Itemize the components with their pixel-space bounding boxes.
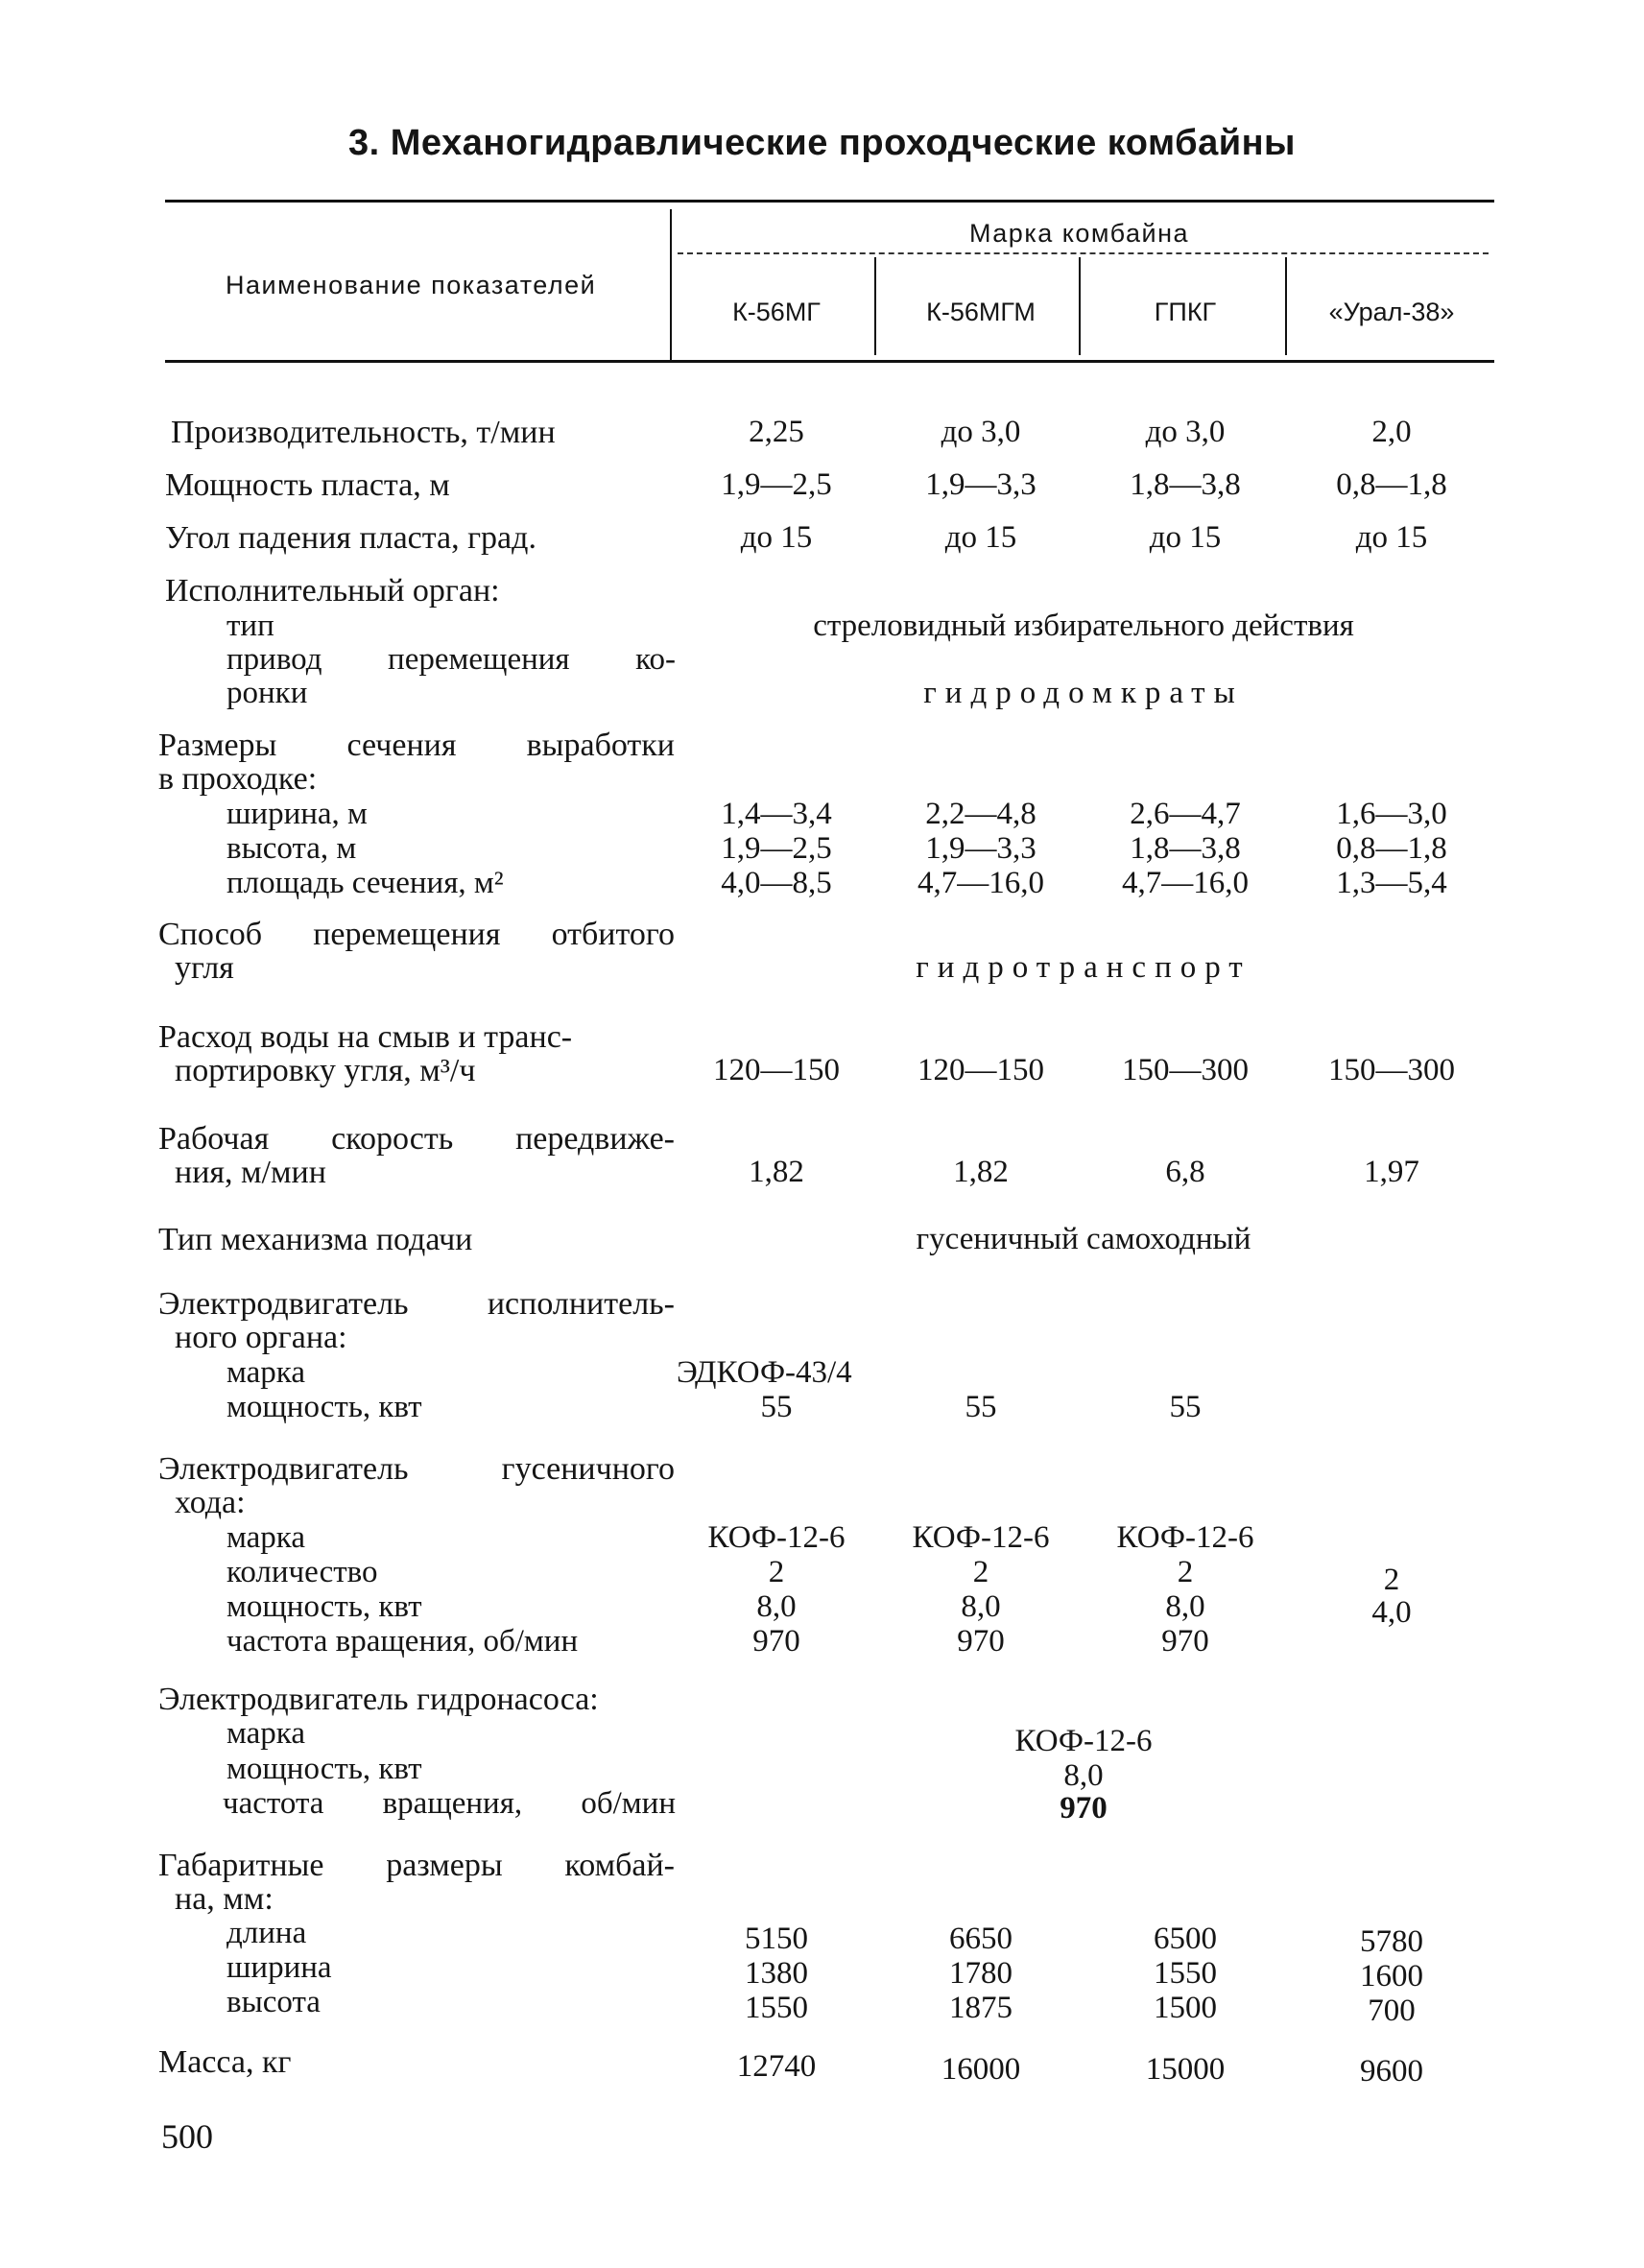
cell-section-width-4: 1,6—3,0 [1336, 797, 1447, 831]
label-dimensions-width: ширина [226, 1950, 332, 1985]
cell-dimensions-length-3: 6500 [1154, 1922, 1217, 1956]
cell-water-1: 120—150 [713, 1053, 840, 1087]
label-seam-thickness: Мощность пласта, м [165, 467, 450, 503]
cell-dimensions-width-3: 1550 [1154, 1956, 1217, 1991]
label-section-height: высота, м [226, 831, 357, 866]
cell-section-area-4: 1,3—5,4 [1336, 866, 1447, 900]
cell-motor-track-count-1: 2 [768, 1555, 785, 1589]
label-dimensions-1: Габаритные размеры комбай- [158, 1848, 675, 1883]
cell-dimensions-length-2: 6650 [949, 1922, 1013, 1956]
cell-motor-track-count-2: 2 [972, 1555, 989, 1589]
label-motor-track-rpm: частота вращения, об/мин [226, 1624, 579, 1659]
cell-motor-track-power-1: 8,0 [756, 1589, 797, 1624]
cell-coal-transport: гидротранспорт [916, 950, 1251, 985]
cell-seam-thickness-3: 1,8—3,8 [1130, 467, 1241, 502]
cell-seam-thickness-1: 1,9—2,5 [721, 467, 832, 502]
cell-motor-track-brand-3: КОФ-12-6 [1116, 1520, 1254, 1555]
cell-mass-4: 9600 [1360, 2054, 1423, 2089]
cell-dip-angle-3: до 15 [1149, 520, 1222, 555]
cell-section-area-2: 4,7—16,0 [917, 866, 1044, 900]
label-motor-track-1: Электродвигатель гусеничного [158, 1451, 675, 1487]
cell-dimensions-width-4: 1600 [1360, 1959, 1423, 1993]
cell-speed-2: 1,82 [953, 1155, 1009, 1189]
cell-section-width-1: 1,4—3,4 [721, 797, 832, 831]
cell-section-height-3: 1,8—3,8 [1130, 831, 1241, 866]
cell-motor-track-brand-2: КОФ-12-6 [912, 1520, 1050, 1555]
cell-productivity-1: 2,25 [749, 415, 804, 449]
cell-section-area-3: 4,7—16,0 [1122, 866, 1249, 900]
cell-mass-2: 16000 [941, 2052, 1021, 2087]
cell-mass-3: 15000 [1145, 2052, 1226, 2087]
label-motor-pump: Электродвигатель гидронасоса: [158, 1682, 599, 1717]
column-header-k56mgm: К-56МГМ [926, 298, 1036, 326]
label-section-area: площадь сечения, м² [226, 866, 504, 900]
label-section-2: в проходке: [158, 761, 318, 797]
column-header-gpkg: ГПКГ [1154, 298, 1217, 326]
cell-water-4: 150—300 [1328, 1053, 1455, 1087]
label-dimensions-length: длина [226, 1916, 307, 1950]
label-dip-angle: Угол падения пласта, град. [165, 520, 536, 556]
cell-working-body-drive: гидродомкраты [923, 676, 1244, 710]
label-productivity: Производительность, т/мин [171, 415, 556, 450]
cell-water-2: 120—150 [917, 1053, 1044, 1087]
cell-productivity-4: 2,0 [1371, 415, 1412, 449]
label-motor-working-power: мощность, квт [226, 1390, 422, 1424]
cell-seam-thickness-2: 1,9—3,3 [925, 467, 1036, 502]
cell-dip-angle-2: до 15 [944, 520, 1017, 555]
cell-water-3: 150—300 [1122, 1053, 1249, 1087]
cell-dimensions-length-1: 5150 [745, 1922, 808, 1956]
cell-section-area-1: 4,0—8,5 [721, 866, 832, 900]
cell-seam-thickness-4: 0,8—1,8 [1336, 467, 1447, 502]
cell-speed-4: 1,97 [1364, 1155, 1419, 1189]
label-motor-working-brand: марка [226, 1355, 305, 1390]
cell-speed-3: 6,8 [1165, 1155, 1205, 1189]
label-dimensions-2: на, мм: [175, 1881, 274, 1917]
label-motor-working-2: ного органа: [175, 1320, 347, 1355]
label-motor-pump-rpm: частота вращения, об/мин [223, 1786, 676, 1821]
group-label-header: Марка комбайна [969, 219, 1190, 248]
cell-motor-track-power-4: 4,0 [1371, 1595, 1412, 1630]
label-coal-transport-1: Способ перемещения отбитого [158, 917, 675, 952]
label-motor-track-2: хода: [175, 1485, 246, 1520]
label-working-body: Исполнительный орган: [165, 573, 500, 609]
cell-motor-working-power-1: 55 [760, 1390, 793, 1424]
label-section-1: Размеры сечения выработки [158, 728, 675, 763]
cell-dip-angle-4: до 15 [1355, 520, 1428, 555]
cell-motor-working-power-2: 55 [965, 1390, 997, 1424]
table-top-rule [165, 200, 1494, 203]
column-header-ural38: «Урал-38» [1328, 298, 1455, 326]
cell-section-height-2: 1,9—3,3 [925, 831, 1036, 866]
header-divider-main [670, 209, 672, 360]
label-mass: Масса, кг [158, 2044, 292, 2080]
table-header-bottom-rule [165, 360, 1494, 363]
label-motor-working-1: Электродвигатель исполнитель- [158, 1286, 675, 1322]
label-motor-pump-power: мощность, квт [226, 1752, 422, 1786]
cell-productivity-3: до 3,0 [1145, 415, 1226, 449]
label-coal-transport-2: угля [175, 950, 234, 986]
cell-motor-pump-power: 8,0 [1063, 1758, 1104, 1793]
cell-section-width-3: 2,6—4,7 [1130, 797, 1241, 831]
cell-mass-1: 12740 [736, 2049, 817, 2084]
column-header-k56mg: К-56МГ [732, 298, 821, 326]
label-speed-1: Рабочая скорость передвиже- [158, 1121, 675, 1157]
cell-motor-pump-brand: КОФ-12-6 [1014, 1724, 1153, 1758]
cell-productivity-2: до 3,0 [941, 415, 1021, 449]
label-motor-track-power: мощность, квт [226, 1589, 422, 1624]
label-speed-2: ния, м/мин [175, 1155, 326, 1190]
label-feed: Тип механизма подачи [158, 1222, 473, 1257]
cell-feed: гусеничный самоходный [916, 1222, 1251, 1256]
cell-dimensions-height-2: 1875 [949, 1991, 1013, 2025]
cell-motor-working-power-3: 55 [1169, 1390, 1202, 1424]
cell-motor-track-brand-1: КОФ-12-6 [707, 1520, 846, 1555]
cell-motor-pump-rpm: 970 [1060, 1791, 1108, 1826]
cell-dip-angle-1: до 15 [740, 520, 813, 555]
cell-section-height-4: 0,8—1,8 [1336, 831, 1447, 866]
label-motor-track-count: количество [226, 1555, 378, 1589]
cell-section-width-2: 2,2—4,8 [925, 797, 1036, 831]
cell-dimensions-length-4: 5780 [1360, 1924, 1423, 1959]
cell-section-height-1: 1,9—2,5 [721, 831, 832, 866]
label-working-body-drive-1: привод перемещения ко- [226, 642, 676, 677]
cell-dimensions-height-3: 1500 [1154, 1991, 1217, 2025]
header-group-dashed-rule [678, 252, 1489, 254]
cell-speed-1: 1,82 [749, 1155, 804, 1189]
row-label-header: Наименование показателей [226, 271, 597, 299]
cell-motor-track-rpm-1: 970 [752, 1624, 800, 1659]
label-motor-pump-brand: марка [226, 1716, 305, 1751]
cell-motor-track-count-4: 2 [1383, 1563, 1400, 1597]
label-working-body-type: тип [226, 609, 274, 643]
cell-dimensions-width-1: 1380 [745, 1956, 808, 1991]
cell-motor-track-rpm-2: 970 [957, 1624, 1005, 1659]
cell-dimensions-height-4: 700 [1368, 1993, 1416, 2028]
cell-motor-track-count-3: 2 [1177, 1555, 1194, 1589]
label-section-width: ширина, м [226, 797, 368, 831]
cell-motor-track-rpm-3: 970 [1161, 1624, 1209, 1659]
page-number: 500 [161, 2117, 213, 2156]
cell-motor-track-power-3: 8,0 [1165, 1589, 1205, 1624]
cell-motor-track-power-2: 8,0 [961, 1589, 1001, 1624]
label-motor-track-brand: марка [226, 1520, 305, 1555]
label-water-1: Расход воды на смыв и транс- [158, 1019, 573, 1055]
cell-dimensions-width-2: 1780 [949, 1956, 1013, 1991]
label-water-2: портировку угля, м³/ч [175, 1053, 476, 1088]
cell-working-body-type: стреловидный избирательного действия [813, 609, 1354, 643]
label-dimensions-height: высота [226, 1985, 321, 2019]
cell-motor-working-brand: ЭДКОФ-43/4 [677, 1355, 852, 1390]
cell-dimensions-height-1: 1550 [745, 1991, 808, 2025]
page-title: 3. Механогидравлические проходческие комбайны [348, 123, 1296, 163]
label-working-body-drive-2: ронки [226, 676, 308, 710]
